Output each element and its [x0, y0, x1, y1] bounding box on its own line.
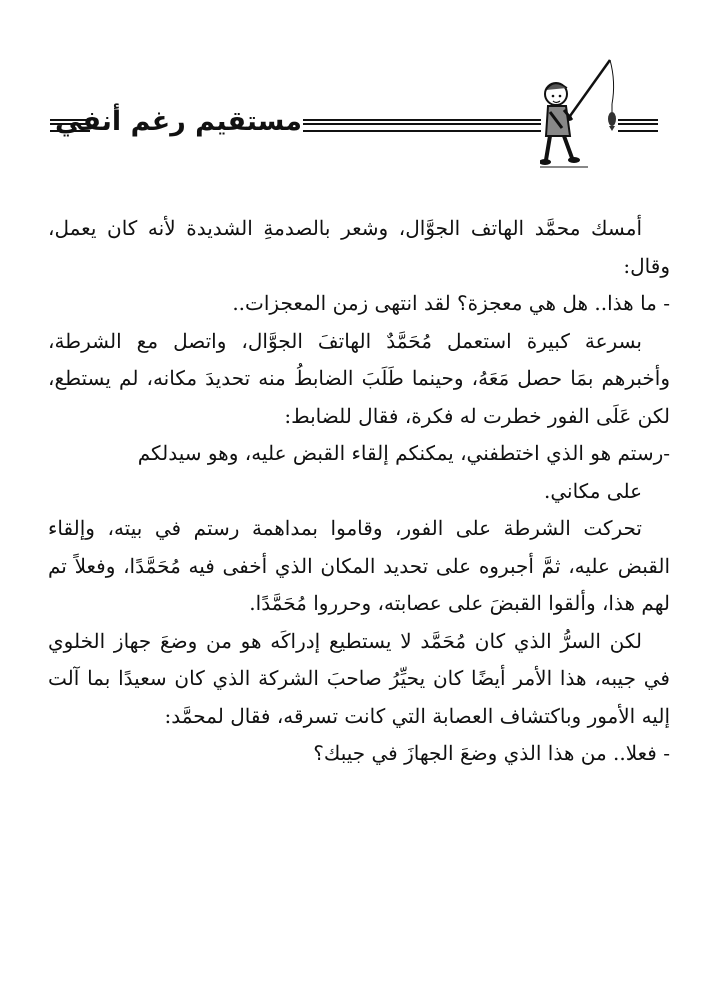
header-rule-right	[618, 119, 658, 132]
paragraph: بسرعة كبيرة استعمل مُحَمَّدٌ الهاتفَ الجوَّال، واتصل مع الشرطة، وأخبرهم بمَا حصل مَعَهُ، وحينما طَلَبَ الضابطُ منه تحديدَ مكانه، لم يستطع، لكن عَلَى الفور خطرت له فكرة، فقال للضابط:	[48, 328, 670, 428]
paragraph: - فعلا.. من هذا الذي وضعَ الجهازَ في جيبك؟	[313, 741, 670, 765]
chapter-header	[40, 52, 680, 172]
paragraph: لكن السرُّ الذي كان مُحَمَّد لا يستطيع إدراكَه هو من وضعَ جهاز الخلوي في جيبه، هذا الأمر أيضًا كان يحيِّرُ صاحبَ الشركة الذي كان سعيدًا بما آلت إليه الأمور وباكتشاف العصابة التي كانت تسرقه، فقال لمحمَّد:	[48, 628, 670, 728]
chapter-title: مستقيم رغم أنفي	[55, 106, 302, 137]
header-rule-middle	[303, 119, 541, 132]
paragraph: على مكاني.	[543, 478, 642, 503]
paragraph: أمسك محمَّد الهاتف الجوَّال، وشعر بالصدمةِ الشديدة لأنه كان يعمل، وقال:	[48, 216, 670, 278]
paragraph: -رستم هو الذي اختطفني، يمكنكم إلقاء القبض عليه، وهو سيدلكم	[137, 441, 670, 465]
paragraph: - ما هذا.. هل هي معجزة؟ لقد انتهى زمن المعجزات..	[232, 291, 670, 315]
paragraph: تحركت الشرطة على الفور، وقاموا بمداهمة رستم في بيته، وإلقاء القبض عليه، ثمَّ أجبروه على تحديد المكان الذي أخفى فيه مُحَمَّدًا، وفعلاً تم لهم هذا، وألقوا القبضَ على عصابته، وحرروا مُحَمَّدًا.	[48, 516, 670, 615]
body-text	[48, 210, 670, 773]
boy-fishing-icon	[540, 52, 620, 172]
